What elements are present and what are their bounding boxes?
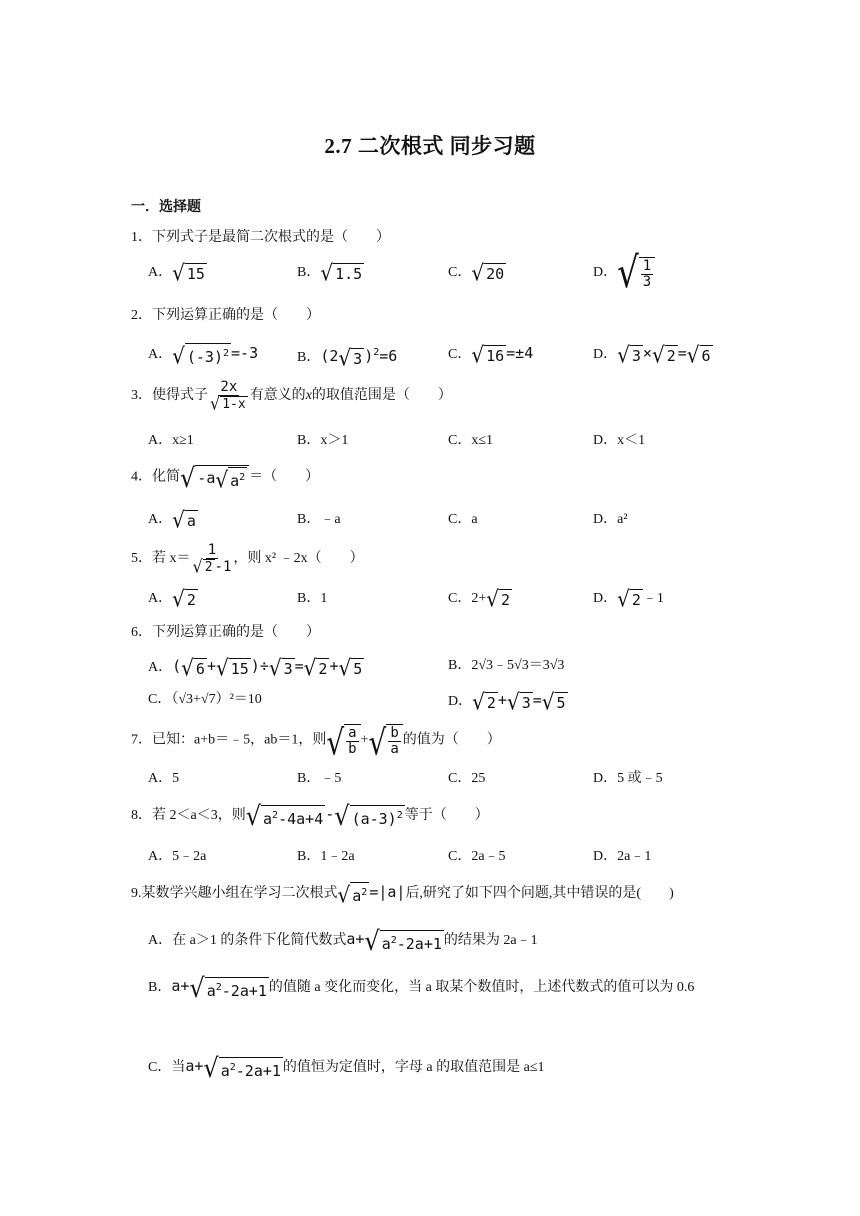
- question-3: 3．使得式子 2x √ 1-x 有意义的x的取值范围是（ ）: [131, 379, 452, 414]
- q4-option-d[interactable]: D．a²: [593, 512, 628, 527]
- q8-option-b[interactable]: B．1﹣2a: [297, 849, 355, 864]
- q7-option-a[interactable]: A．5: [148, 771, 180, 786]
- q3-option-a[interactable]: A．x≥1: [148, 433, 194, 448]
- q8-option-d[interactable]: D．2a﹣1: [593, 849, 652, 864]
- question-2: 2．下列运算正确的是（ ）: [131, 308, 320, 323]
- q7-option-b[interactable]: B．﹣5: [297, 771, 342, 786]
- q7-option-c[interactable]: C．25: [448, 771, 486, 786]
- q5-option-c[interactable]: C．2+ √ 2: [448, 585, 511, 612]
- page-title: 2.7 二次根式 同步习题: [324, 134, 536, 158]
- q1-option-c[interactable]: C． √ 20: [448, 259, 505, 286]
- question-9: 9.某数学兴趣小组在学习二次根式 √ $a^2$ =|a|后,研究了如下四个问题,其中错误的是( ): [131, 882, 674, 909]
- question-4: 4．化简 √ -a √ $a^2$ ＝（ ）: [131, 462, 320, 494]
- q9-option-c[interactable]: C．当a+ √ $a^2-2a+1$ 的值恒为定值时，字母 a 的取值范围是 a≤1: [148, 1052, 545, 1084]
- q4-option-c[interactable]: C．a: [448, 512, 478, 527]
- q2-option-d[interactable]: D． √ 3 × √ 2 = √ 6: [593, 341, 711, 368]
- q2-option-a[interactable]: A． √ $(-3)^2$ =-3: [148, 343, 259, 370]
- question-7: 7．已知：a+b＝﹣5，ab＝1，则 √ $\frac{a}{b}$ + √ $\frac{b}{a}$ 的值为（ ）: [131, 721, 501, 763]
- q8-option-c[interactable]: C．2a﹣5: [448, 849, 506, 864]
- q9-option-a[interactable]: A．在 a＞1 的条件下化简代数式a+ √ $a^2-2a+1$ 的结果为 2a﹣1: [148, 925, 538, 957]
- q5-option-b[interactable]: B．1: [297, 591, 328, 606]
- q1-option-d[interactable]: D． √ $\frac{1}{3}$: [593, 256, 655, 290]
- q8-option-a[interactable]: A．5﹣2a: [148, 849, 207, 864]
- q3-option-d[interactable]: D．x＜1: [593, 433, 646, 448]
- q6-option-a[interactable]: A．( √ 6 + √ 15 )÷ √ 3 = √ 2 + √ 5: [148, 654, 363, 681]
- question-6: 6．下列运算正确的是（ ）: [131, 625, 320, 640]
- q2-option-c[interactable]: C． √ 16 =±4: [448, 341, 534, 368]
- q6-option-b[interactable]: B．2√3﹣5√3＝3√3: [448, 658, 565, 673]
- q3-option-b[interactable]: B．x＞1: [297, 433, 349, 448]
- q5-option-a[interactable]: A． √ 2: [148, 585, 196, 612]
- q3-option-c[interactable]: C．x≤1: [448, 433, 494, 448]
- q2-option-b[interactable]: B．(2 √ 3 )$^2$=6: [297, 344, 398, 371]
- q1-option-b[interactable]: B． √ 1.5: [297, 259, 363, 286]
- q7-option-d[interactable]: D．5 或﹣5: [593, 771, 663, 786]
- q6-option-c[interactable]: C．（√3+√7）²＝10: [148, 692, 262, 707]
- q4-option-b[interactable]: B．﹣a: [297, 512, 341, 527]
- q5-option-d[interactable]: D． √ 2 ﹣1: [593, 585, 664, 612]
- q6-option-d[interactable]: D． √ 2 + √ 3 = √ 5: [448, 688, 566, 715]
- q9-option-b[interactable]: B．a+ √ $a^2-2a+1$ 的值随 a 变化而变化，当 a 取某个数值时，上述代数式的值可以为 0.6: [148, 972, 695, 1004]
- question-8: 8．若 2＜a＜3，则 √ $a^2-4a+4$ - √ $(a-3)^2$ 等于（ ）: [131, 800, 489, 832]
- q4-option-a[interactable]: A． √ a: [148, 506, 196, 533]
- question-5: 5．若 x＝ 1 √ 2 -1 ，则 x² ﹣2x（ ）: [131, 542, 364, 577]
- section-heading: 一．选择题: [131, 200, 201, 215]
- q1-option-a[interactable]: A． √ 15: [148, 259, 205, 286]
- question-1: 1．下列式子是最简二次根式的是（ ）: [131, 230, 390, 245]
